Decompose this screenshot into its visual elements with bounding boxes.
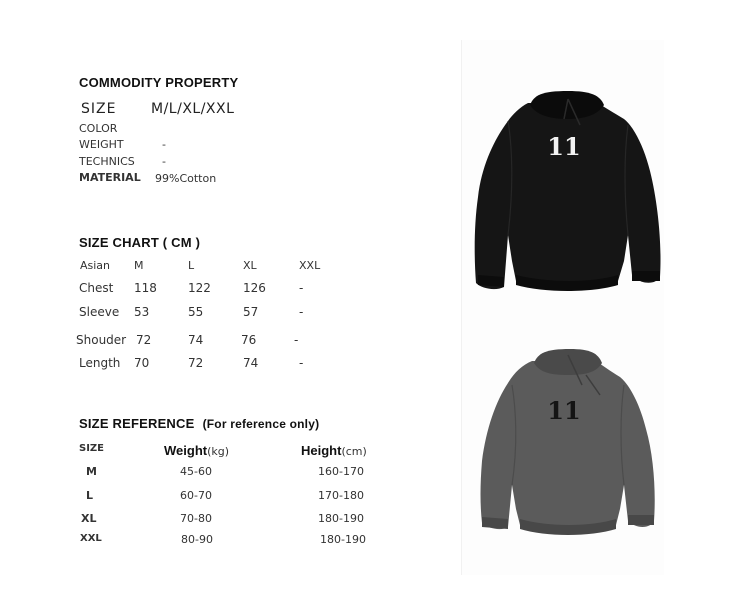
grey-logo-mark: 11 [547, 396, 581, 425]
size-chart-cell: - [299, 281, 304, 295]
size-reference-weight: 60-70 [180, 489, 212, 502]
size-chart-header: L [188, 259, 195, 272]
size-chart-cell: 53 [134, 305, 150, 319]
size-reference-height: 170-180 [318, 489, 364, 502]
size-reference-height: 160-170 [318, 465, 364, 478]
size-chart-cell: - [294, 333, 299, 347]
size-reference-height: 180-190 [318, 512, 364, 525]
size-reference-height-header: Height(cm) [301, 443, 367, 458]
size-chart-cell: 72 [136, 333, 152, 347]
size-chart-title: SIZE CHART ( CM ) [79, 235, 201, 250]
size-chart-cell: 126 [243, 281, 266, 295]
size-chart-cell: 122 [188, 281, 211, 295]
size-chart-row-label: Chest [79, 281, 114, 295]
size-reference-size: M [86, 465, 97, 478]
size-chart-cell: 74 [188, 333, 204, 347]
size-value: M/L/XL/XXL [151, 101, 235, 117]
size-reference-title: SIZE REFERENCE [79, 416, 195, 431]
black-sweatshirt-image [468, 85, 668, 300]
weight-label: WEIGHT [79, 138, 124, 151]
size-reference-weight: 80-90 [181, 533, 213, 546]
size-chart-row-label: Sleeve [79, 305, 120, 319]
size-chart-header: Asian [80, 259, 111, 272]
size-reference-weight-header: Weight(kg) [164, 443, 230, 458]
size-reference-weight: 45-60 [180, 465, 212, 478]
size-chart-cell: 118 [134, 281, 157, 295]
technics-value: - [162, 155, 166, 168]
size-label: SIZE [81, 101, 117, 117]
grey-sweatshirt-body [481, 349, 655, 535]
size-reference-note: (For reference only) [202, 417, 320, 431]
material-value: 99%Cotton [155, 172, 217, 185]
size-chart-cell: 55 [188, 305, 204, 319]
size-chart-row-label: Length [79, 356, 121, 370]
size-chart-header: XL [243, 259, 257, 272]
technics-label: TECHNICS [79, 155, 135, 168]
weight-value: - [162, 138, 166, 151]
size-reference-size: XL [81, 512, 97, 525]
size-chart-cell: 70 [134, 356, 150, 370]
size-reference-size-header: SIZE [79, 443, 105, 454]
size-chart-header: M [134, 259, 144, 272]
size-chart-cell: 76 [241, 333, 257, 347]
size-reference-size: XXL [80, 533, 102, 544]
size-chart-cell: 74 [243, 356, 259, 370]
commodity-title: COMMODITY PROPERTY [79, 75, 239, 90]
size-chart-header: XXL [299, 259, 321, 272]
size-chart-cell: - [299, 356, 304, 370]
grey-sweatshirt-image [474, 345, 660, 540]
size-chart-cell: 72 [188, 356, 204, 370]
material-label: MATERIAL [79, 171, 141, 184]
size-reference-heading [79, 413, 319, 432]
size-reference-size: L [86, 489, 94, 502]
color-label: COLOR [79, 122, 118, 135]
size-chart-cell: 57 [243, 305, 259, 319]
size-chart-row-label: Shouder [76, 333, 127, 347]
black-sweatshirt-body [475, 91, 661, 291]
size-reference-weight: 70-80 [180, 512, 212, 525]
size-reference-height: 180-190 [320, 533, 366, 546]
size-chart-cell: - [299, 305, 304, 319]
black-logo-mark: 11 [547, 132, 581, 161]
